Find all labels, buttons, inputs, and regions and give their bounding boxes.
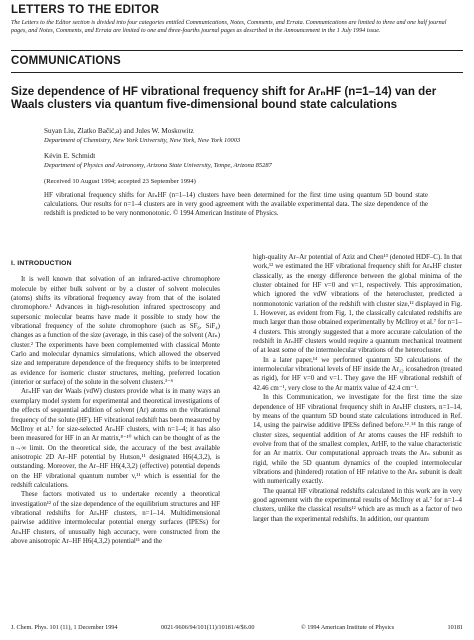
body-paragraph: ArₙHF van der Waals (vdW) clusters provide what is in many ways an exemplary model system for experimental and theoretical investigations of the effects of sequential addition of solvent (Ar) atoms on the vibrational frequency of the solute (HF). HF vibrational redshift has been measured by McIlroy et al.⁷ for size-selected ArₙHF clusters, with n=1–4; it has also been measured for HF in an Ar matrix,⁸⁻¹⁰ which can be thought of as the n→∞ limit. On the theoretical side, the accuracy of the best available anisotropic 2D Ar–HF potential by Hutson,¹¹ designated H6(4,3,2), is outstanding. Moreover, the Ar–HF H6(4,3,2) (effective) potential depends on the HF vibrational quantum number v,¹¹ which is essential for the redshift calculations. [11,387,220,489]
copyright: © 1994 American Institute of Physics [301,624,395,631]
received-dates: (Received 10 August 1994; accepted 23 September 1994) [44,178,196,185]
article-code: 0021-9606/94/101(11)/10181/4/$6.00 [161,624,255,631]
divider [11,50,463,51]
section-title: LETTERS TO THE EDITOR [11,4,160,16]
body-paragraph: high-quality Ar–Ar potential of Aziz and Chen¹³ (denoted HDF–C). In that work,¹² we estimated the HF vibrational frequency shift for ArₙHF cluster classically, as the energy difference between the global minima of the cluster obtained for HF v=0 and v=1, respectively. This approximation, which ignored the vdW vibrations of the heterocluster, predicted a nonmonotonic variation of the redshift with cluster size,¹² displayed in Fig. 1. However, as evident from Fig. 1, the classically calculated redshifts are much larger than those obtained experimentally by McIlroy et al.⁷ for n=1–4 clusters. This strongly suggested that a more accurate calculation of the redshift in ArₙHF clusters would require a quantum mechanical treatment of at least some of the intermolecular vibrations of the heterocluster. [253,253,462,355]
body-paragraph: In a later paper,¹⁴ we performed quantum 5D calculations of the intermolecular vibrational levels of HF inside the Ar₁₂ icosahedron (treated as rigid), for HF v=0 and v=1. They gave the HF vibrational redshift of 42.46 cm⁻¹, very close to the Ar matrix value of 42.4 cm⁻¹. [253,355,462,392]
affiliation-secondary: Department of Physics and Astronomy, Arizona State University, Tempe, Arizona 85287 [44,162,272,169]
abstract: HF vibrational frequency shifts for ArₙHF (n=1–14) clusters have been determined for the first time using quantum 5D bound state calculations. Our results for n=1–4 clusters are in very good agreement with the available experimental data. The size dependence of the redshift is predicted to be very nonmonotonic. © 1994 American Institute of Physics. [44,192,428,218]
authors-secondary: Kévin E. Schmidt [44,152,96,160]
body-paragraph: In this Communication, we investigate for the first time the size dependence of HF vibrational frequency shift in ArₙHF clusters, n=1–14, by means of the quantum 5D bound state calculations introduced in Ref. 14, using the pairwise additive IPESs defined before.¹²˒¹⁴ In this range of cluster sizes, sequential addition of Ar atoms causes the HF redshift to evolve from that of the smallest complex, ArHF, to the value characteristic for an Ar matrix. Our computational approach treats the Arₙ subunit as rigid, while the 5D quantum dynamics of the coupled intermolecular vibrations and (hindered) rotation of HF relative to the Arₙ subunit is dealt with numerically exactly. [253,393,462,486]
article-title: Size dependence of HF vibrational frequency shift for ArₙHF (n=1–14) van der Waals clusters via quantum five-dimensional bound state calculations [11,85,437,112]
right-column [253,253,462,524]
page-number: 10181 [447,624,463,631]
category-heading: COMMUNICATIONS [11,55,121,67]
authors-primary: Suyan Liu, Zlatko Bačić,a) and Jules W. Moskowitz [44,127,194,135]
affiliation-primary: Department of Chemistry, New York University, New York, New York 10003 [44,137,241,144]
body-paragraph: These factors motivated us to undertake recently a theoretical investigation¹² of the size dependence of the equilibrium structures and HF vibrational redshifts for ArₙHF clusters, n=1–14. Multidimensional pairwise additive intermolecular potential energy surfaces (IPESs) for ArₙHF clusters, of unusually high accuracy, were constructed from the above anisotropic Ar–HF H6(4,3,2) potential¹¹ and the [11,490,220,545]
journal-citation: J. Chem. Phys. 101 (11), 1 December 1994 [11,624,118,631]
editor-note: The Letters to the Editor section is divided into four categories entitled Communications, Notes, Comments, and Errata. Communications are limited to three and one half journal pages, and Notes, Comments, and Errata are limited to one and three-fourths journal pages as described in the Announcement in the 1 July 1994 issue. [11,20,447,34]
body-paragraph: It is well known that solvation of an infrared-active chromophore molecule by either bulk solvent or by a cluster of solvent molecules (atoms) shifts its vibrational frequency away from that of the isolated chromophore.¹ Advances in high-resolution infrared spectroscopy and supersonic molecular beams have made it possible to study how the vibrational frequency of the solute chromophore (such as SF₆, SiF₄) changes as a function of the size (average, in this case) of the solvent (Arₙ) cluster.² The experiments have been complemented with classical Monte Carlo and molecular dynamics simulations, which allowed the observed size and temperature dependence of the frequency shifts to be interpreted as evidence for isomeric cluster structures, melting, preferred location (interior or surface) of the solute in the solvent clusters.³⁻⁶ [11,275,220,387]
introduction-heading: I. INTRODUCTION [11,260,72,267]
left-column [11,251,220,546]
divider [11,72,463,73]
body-paragraph: The quantal HF vibrational redshifts calculated in this work are in very good agreement with the experimental results of McIlroy et al.⁷ for n=1–4 clusters, unlike the classical results¹² which are as much as a factor of two larger than the experimental redshifts. In addition, our quantum [253,486,462,523]
